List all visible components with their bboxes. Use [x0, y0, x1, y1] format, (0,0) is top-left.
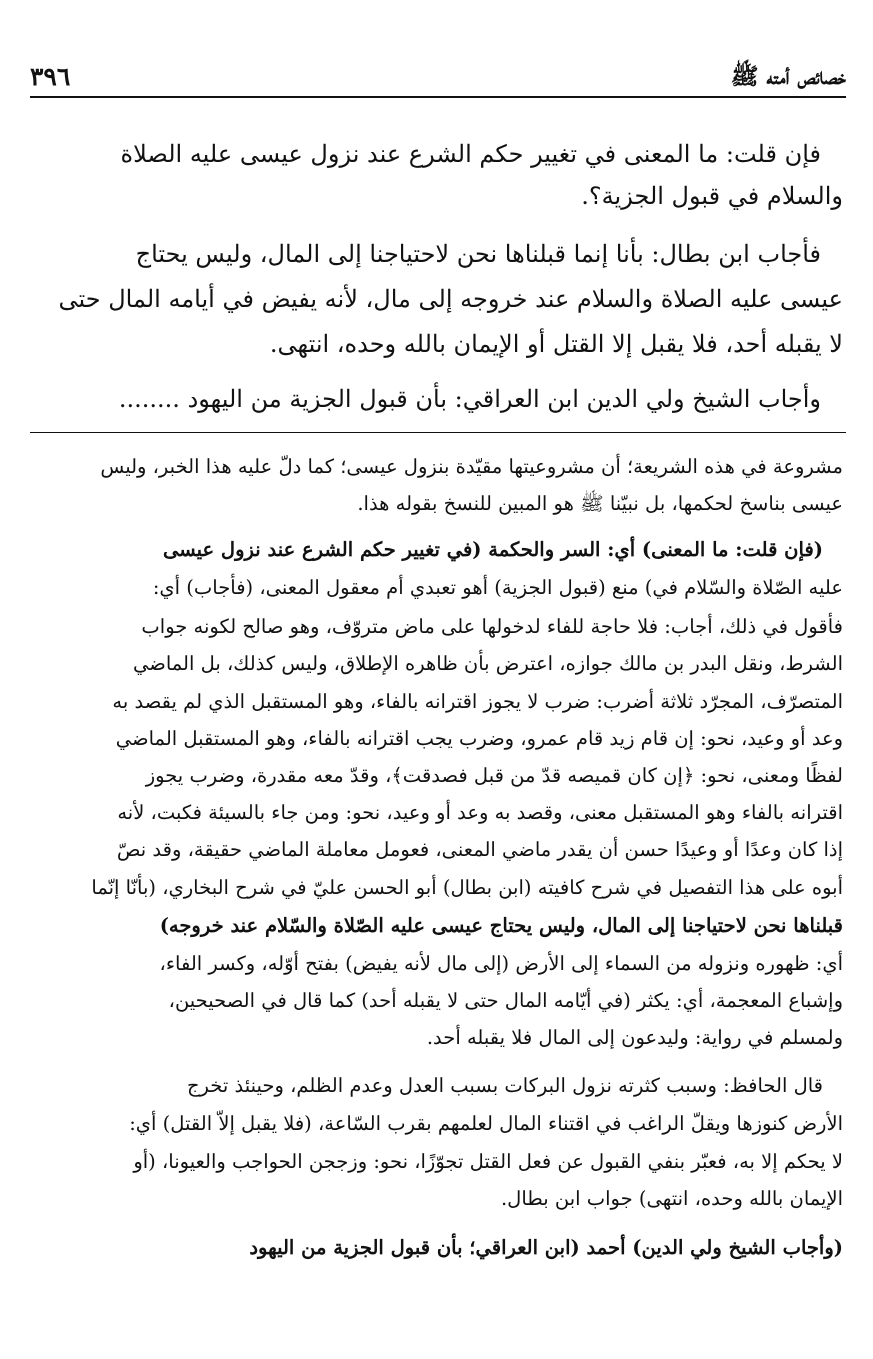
commentary-line: الأرض كنوزها ويقلّ الراغب في اقتناء المال لعلمهم بقرب السّاعة، (فلا يقبل إلاّ القتل) أي:	[129, 1112, 843, 1135]
commentary-line: ولمسلم في رواية: وليدعون إلى المال فلا يقبله أحد.	[426, 1026, 843, 1049]
commentary-line: (وأجاب الشيخ ولي الدين) أحمد (ابن العراقي؛ بأن قبول الجزية من اليهود	[249, 1236, 843, 1259]
commentary-line: (فإن قلت: ما المعنى) أي: السر والحكمة (في تغيير حكم الشرع عند نزول عيسى	[162, 538, 823, 561]
main-line: فأجاب ابن بطال: بأنا إنما قبلناها نحن لاحتياجنا إلى المال، وليس يحتاج	[135, 240, 821, 268]
commentary-line: المتصرّف، المجرّد ثلاثة أضرب: ضرب لا يجوز اقترانه بالفاء، وهو المستقبل الذي لم يقصد به	[112, 690, 843, 713]
commentary-line: أي: ظهوره ونزوله من السماء إلى الأرض (إلى مال لأنه يفيض) بفتح أوّله، وكسر الفاء،	[159, 952, 843, 975]
page-header	[30, 58, 846, 98]
commentary-line: لا يحكم إلا به، فعبّر بنفي القبول عن فعل القتل تجوّزًا، نحو: وزججن الحواجب والعيونا، (أو	[133, 1150, 843, 1173]
commentary-line: إذا كان وعدًا أو وعيدًا حسن أن يقدر ماضي المعنى، فعومل معاملة الماضي حقيقة، وقد نصّ	[116, 838, 843, 861]
main-line: وأجاب الشيخ ولي الدين ابن العراقي: بأن قبول الجزية من اليهود ........	[118, 385, 821, 413]
main-line: عيسى عليه الصلاة والسلام عند خروجه إلى مال، لأنه يفيض في أيامه المال حتى	[58, 285, 843, 313]
commentary-line: وإشباع المعجمة، أي: يكثر (في أيّامه المال حتى لا يقبله أحد) كما قال في الصحيحين،	[168, 989, 843, 1012]
commentary-line: الشرط، ونقل البدر بن مالك جوازه، اعترض بأن ظاهره الإطلاق، وليس كذلك، بل الماضي	[133, 652, 843, 675]
main-line: فإن قلت: ما المعنى في تغيير حكم الشرع عند نزول عيسى عليه الصلاة	[120, 140, 821, 168]
commentary-line: عليه الصّلاة والسّلام في) منع (قبول الجزية) أهو تعبدي أم معقول المعنى، (فأجاب) أي:	[152, 576, 843, 599]
page-number: ٣٩٦	[30, 62, 71, 91]
commentary-line: وعد أو وعيد، نحو: إن قام زيد قام عمرو، وضرب يجب اقترانه بالفاء، وهو المستقبل الماضي	[115, 727, 843, 750]
commentary-line: قبلناها نحن لاحتياجنا إلى المال، وليس يحتاج عيسى عليه الصّلاة والسّلام عند خروجه)	[159, 914, 843, 937]
commentary-line: الإيمان بالله وحده، انتهى) جواب ابن بطال.	[500, 1187, 843, 1210]
commentary-line: فأقول في ذلك، أجاب: فلا حاجة للفاء لدخولها على ماض متروّف، وهو صالح لكونه جواب	[141, 615, 843, 638]
running-title: خصائص أمته ﷺ	[730, 63, 846, 90]
commentary-line: مشروعة في هذه الشريعة؛ أن مشروعيتها مقيّدة بنزول عيسى؛ كما دلّ عليه هذا الخبر، وليس	[100, 455, 843, 478]
main-line: والسلام في قبول الجزية؟.	[581, 182, 843, 210]
commentary-line: اقترانه بالفاء وهو المستقبل معنى، وقصد به وعد أو وعيد، نحو: ومن جاء بالسيئة فكبت، لأنه	[117, 801, 843, 824]
main-line: لا يقبله أحد، فلا يقبل إلا القتل أو الإيمان بالله وحده، انتهى.	[269, 330, 843, 358]
commentary-line: قال الحافظ: وسبب كثرته نزول البركات بسبب العدل وعدم الظلم، وحينئذ تخرج	[186, 1074, 823, 1097]
footnote-divider	[30, 432, 846, 433]
commentary-line: أبوه على هذا التفصيل في شرح كافيته (ابن بطال) أبو الحسن عليّ في شرح البخاري، (بأنّا إنّما	[91, 876, 843, 899]
commentary-line: عيسى بناسخ لحكمها، بل نبيّنا ﷺ هو المبين للنسخ بقوله هذا.	[357, 492, 843, 515]
commentary-line: لفظًا ومعنى، نحو: ﴿إن كان قميصه قدّ من قبل فصدقت﴾، وقدّ معه مقدرة، وضرب يجوز	[145, 764, 843, 787]
